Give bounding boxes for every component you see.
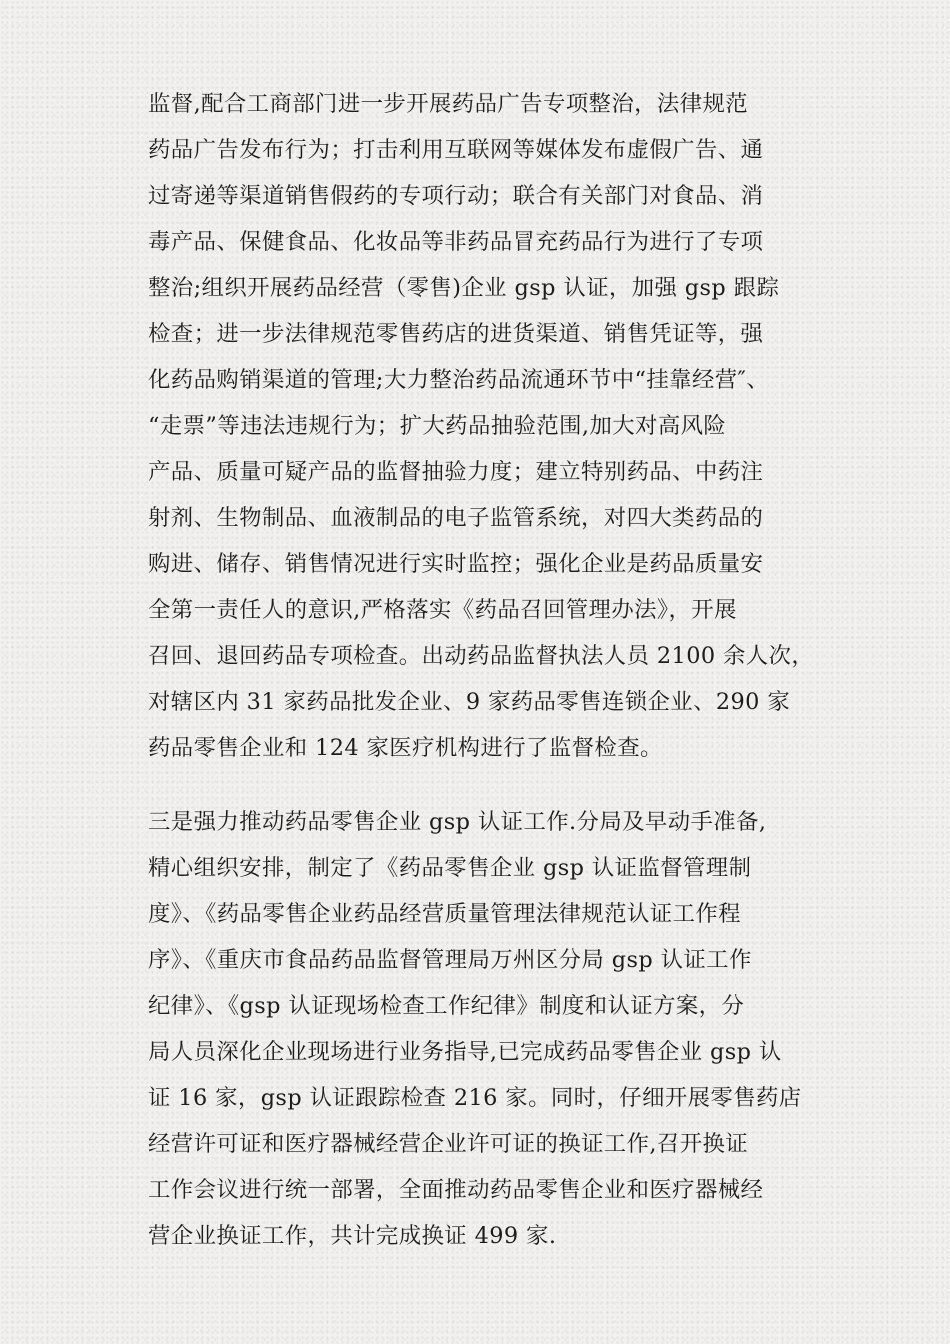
paragraph-line: “走票”等违法违规行为；扩大药品抽验范围,加大对高风险 [148, 413, 727, 439]
paragraph-line: 监督,配合工商部门进一步开展药品广告专项整治，法律规范 [148, 91, 749, 117]
paragraph-line: 证 16 家，gsp 认证跟踪检查 216 家。同时，仔细开展零售药店 [148, 1085, 802, 1111]
paragraph-line: 过寄递等渠道销售假药的专项行动；联合有关部门对食品、消 [148, 183, 764, 209]
paragraph-line: 对辖区内 31 家药品批发企业、9 家药品零售连锁企业、290 家 [148, 689, 791, 715]
paragraph-line: 购进、储存、销售情况进行实时监控；强化企业是药品质量安 [148, 551, 764, 577]
paragraph-line: 射剂、生物制品、血液制品的电子监管系统，对四大类药品的 [148, 505, 764, 531]
paragraph-line: 毒产品、保健食品、化妆品等非药品冒充药品行为进行了专项 [148, 229, 764, 255]
paragraph-line: 药品零售企业和 124 家医疗机构进行了监督检查。 [148, 735, 663, 761]
paragraph-line: 纪律》、《gsp 认证现场检查工作纪律》制度和认证方案，分 [148, 993, 745, 1019]
paragraph-line: 检查；进一步法律规范零售药店的进货渠道、销售凭证等，强 [148, 321, 764, 347]
paragraph-line: 营企业换证工作，共计完成换证 499 家. [148, 1223, 557, 1249]
paragraph-line: 工作会议进行统一部署，全面推动药品零售企业和医疗器械经 [148, 1177, 764, 1203]
paragraph-line: 精心组织安排，制定了《药品零售企业 gsp 认证监督管理制 [148, 855, 752, 881]
paragraph-line: 经营许可证和医疗器械经营企业许可证的换证工作,召开换证 [148, 1131, 749, 1157]
paragraph-line: 度》、《药品零售企业药品经营质量管理法律规范认证工作程 [148, 901, 741, 927]
paragraph-line: 序》、《重庆市食品药品监督管理局万州区分局 gsp 认证工作 [148, 947, 752, 973]
paragraph-line: 局人员深化企业现场进行业务指导,已完成药品零售企业 gsp 认 [148, 1039, 782, 1065]
paragraph-line: 化药品购销渠道的管理;大力整治药品流通环节中“挂靠经营″、 [148, 367, 770, 393]
paragraph-line: 整治;组织开展药品经营（零售)企业 gsp 认证，加强 gsp 跟踪 [148, 275, 780, 301]
paragraph-line: 召回、退回药品专项检查。出动药品监督执法人员 2100 余人次， [148, 643, 815, 669]
paragraph-line: 全第一责任人的意识,严格落实《药品召回管理办法》，开展 [148, 597, 737, 623]
paragraph-line: 三是强力推动药品零售企业 gsp 认证工作.分局及早动手准备, [148, 809, 767, 835]
paragraph-line: 药品广告发布行为；打击利用互联网等媒体发布虚假广告、通 [148, 137, 764, 163]
paragraph-line: 产品、质量可疑产品的监督抽验力度；建立特别药品、中药注 [148, 459, 764, 485]
